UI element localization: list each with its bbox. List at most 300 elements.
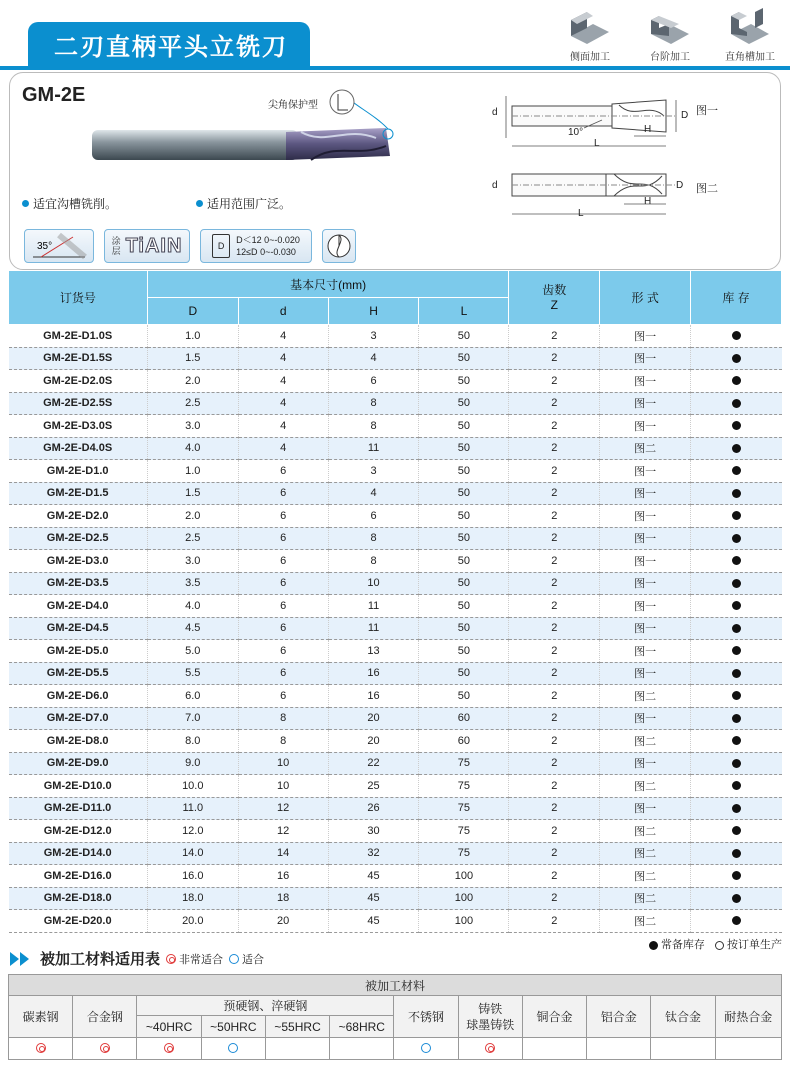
stock-cell <box>691 752 782 775</box>
table-row <box>9 325 782 348</box>
table-cell: 3.0 <box>147 415 238 438</box>
table-cell: 图一 <box>600 347 691 370</box>
tol-symbol: D <box>217 241 225 251</box>
table-cell: 12.0 <box>147 820 238 843</box>
table-cell: 75 <box>419 797 509 820</box>
table-cell: 50 <box>419 347 509 370</box>
table-row <box>9 820 782 843</box>
table-row <box>9 595 782 618</box>
table-cell: 100 <box>419 865 509 888</box>
table-cell: 20 <box>328 730 419 753</box>
flute-badge <box>322 229 356 263</box>
rating-cell <box>330 1038 394 1060</box>
hrc-55: ~55HRC <box>265 1016 329 1038</box>
stock-bullet-icon <box>732 781 741 790</box>
table-cell: 50 <box>419 595 509 618</box>
mat-copper: 铜合金 <box>522 996 586 1038</box>
slot-milling <box>722 6 778 63</box>
dim-L-2: L <box>578 208 584 219</box>
col-dims: 基本尺寸(mm) <box>147 271 509 298</box>
stock-cell <box>691 730 782 753</box>
stock-bullet-icon <box>732 376 741 385</box>
table-cell: 图一 <box>600 505 691 528</box>
table-cell: 50 <box>419 550 509 573</box>
stock-bullet-icon <box>732 759 741 768</box>
table-cell: 11 <box>328 595 419 618</box>
dim-L: L <box>594 138 600 149</box>
table-row <box>9 572 782 595</box>
table-cell: 16 <box>328 662 419 685</box>
table-cell: 8 <box>328 527 419 550</box>
table-cell: 20 <box>328 707 419 730</box>
table-cell: GM-2E-D1.0 <box>9 460 148 483</box>
table-row <box>9 415 782 438</box>
table-cell: 75 <box>419 752 509 775</box>
table-cell: 16 <box>238 865 328 888</box>
table-cell: 2 <box>509 572 600 595</box>
table-row <box>9 775 782 798</box>
col-code: 订货号 <box>9 271 148 325</box>
col-H: H <box>328 298 419 325</box>
very-text: 非常适合 <box>179 953 224 966</box>
drawing-figure-1 <box>484 90 744 160</box>
table-cell: 75 <box>419 842 509 865</box>
feature-2 <box>196 195 291 212</box>
z-label: Z <box>550 297 558 312</box>
stock-bullet-icon <box>732 804 741 813</box>
double-circle-icon <box>485 1043 495 1053</box>
table-cell: 1.5 <box>147 482 238 505</box>
feature-text: 适用范围广泛。 <box>207 197 292 211</box>
table-cell: 75 <box>419 820 509 843</box>
double-circle-icon <box>36 1043 46 1053</box>
fig1-label: 图一 <box>696 105 718 117</box>
circle-icon <box>421 1043 431 1053</box>
table-cell: 4 <box>238 347 328 370</box>
table-cell: 1.0 <box>147 460 238 483</box>
table-cell: 2.5 <box>147 527 238 550</box>
table-cell: 图一 <box>600 370 691 393</box>
stock-cell <box>691 505 782 528</box>
table-cell: 图二 <box>600 685 691 708</box>
table-cell: 2 <box>509 370 600 393</box>
table-cell: 50 <box>419 370 509 393</box>
table-cell: GM-2E-D3.0S <box>9 415 148 438</box>
bullet-dot <box>196 200 203 207</box>
double-circle-icon <box>166 954 176 964</box>
table-cell: 2 <box>509 685 600 708</box>
table-cell: 50 <box>419 460 509 483</box>
dim-d-2: d <box>492 180 498 191</box>
stock-cell <box>691 595 782 618</box>
table-cell: 9.0 <box>147 752 238 775</box>
mat-aluminum: 铝合金 <box>587 996 651 1038</box>
table-cell: 60 <box>419 730 509 753</box>
table-cell: GM-2E-D1.5S <box>9 347 148 370</box>
table-cell: 4.0 <box>147 595 238 618</box>
table-cell: 45 <box>328 865 419 888</box>
table-cell: 5.0 <box>147 640 238 663</box>
dim-H-2: H <box>644 196 652 207</box>
table-cell: 5.5 <box>147 662 238 685</box>
table-row <box>9 437 782 460</box>
table-cell: 6 <box>238 460 328 483</box>
table-cell: 2 <box>509 415 600 438</box>
table-cell: 图一 <box>600 797 691 820</box>
table-row <box>9 685 782 708</box>
table-cell: 2.0 <box>147 505 238 528</box>
mat-stainless: 不锈钢 <box>394 996 458 1038</box>
rating-cell <box>394 1038 458 1060</box>
table-cell: GM-2E-D5.5 <box>9 662 148 685</box>
step-milling <box>642 6 698 63</box>
stock-bullet-icon <box>732 331 741 340</box>
table-cell: GM-2E-D11.0 <box>9 797 148 820</box>
rating-cell <box>9 1038 73 1060</box>
fig2-label: 图二 <box>696 183 718 195</box>
stock-bullet-icon <box>732 691 741 700</box>
table-cell: 3 <box>328 325 419 348</box>
double-circle-icon <box>100 1043 110 1053</box>
mat-titanium: 钛合金 <box>651 996 715 1038</box>
stock-cell <box>691 617 782 640</box>
ok-text: 适合 <box>242 953 265 966</box>
table-cell: GM-2E-D7.0 <box>9 707 148 730</box>
table-cell: 2 <box>509 550 600 573</box>
table-row <box>9 662 782 685</box>
rating-cell <box>715 1038 781 1060</box>
helix-angle-badge <box>24 229 94 263</box>
stock-cell <box>691 437 782 460</box>
model-name: GM-2E <box>22 84 86 106</box>
table-cell: 8 <box>238 730 328 753</box>
table-cell: GM-2E-D5.0 <box>9 640 148 663</box>
angle-text: 35° <box>37 241 53 252</box>
table-cell: 图一 <box>600 617 691 640</box>
col-d: d <box>238 298 328 325</box>
table-cell: GM-2E-D2.0S <box>9 370 148 393</box>
table-cell: 4.0 <box>147 437 238 460</box>
table-cell: 32 <box>328 842 419 865</box>
materials-title: 被加工材料适用表 <box>40 951 161 968</box>
table-cell: 3.0 <box>147 550 238 573</box>
side-milling-icon <box>567 6 613 46</box>
stock-cell <box>691 842 782 865</box>
table-cell: 8 <box>328 550 419 573</box>
stock-legend <box>649 936 782 952</box>
tol-label: 12≤D <box>236 247 258 257</box>
table-cell: 2 <box>509 617 600 640</box>
table-cell: 100 <box>419 887 509 910</box>
stock-bullet-icon <box>732 826 741 835</box>
table-cell: 18.0 <box>147 887 238 910</box>
table-cell: 2 <box>509 910 600 933</box>
table-cell: 2 <box>509 752 600 775</box>
two-flute-icon <box>326 233 352 259</box>
table-cell: 50 <box>419 527 509 550</box>
mat-hardened: 预硬钢、淬硬钢 <box>137 996 394 1016</box>
table-cell: 50 <box>419 325 509 348</box>
stock-cell <box>691 460 782 483</box>
stock-cell <box>691 797 782 820</box>
stock-bullet-icon <box>732 601 741 610</box>
stock-cell <box>691 640 782 663</box>
table-cell: 14.0 <box>147 842 238 865</box>
op-label: 台阶加工 <box>650 52 690 63</box>
table-cell: 1.5 <box>147 347 238 370</box>
order-ring-icon <box>715 941 724 950</box>
table-cell: 6 <box>238 482 328 505</box>
table-row <box>9 505 782 528</box>
dim-H: H <box>644 124 652 135</box>
mat-heat-resist: 耐热合金 <box>715 996 781 1038</box>
stock-cell <box>691 325 782 348</box>
table-cell: 50 <box>419 437 509 460</box>
table-row <box>9 730 782 753</box>
table-cell: 8.0 <box>147 730 238 753</box>
stock-bullet-icon <box>732 511 741 520</box>
stock-bullet-icon <box>732 421 741 430</box>
table-cell: GM-2E-D4.0 <box>9 595 148 618</box>
stock-bullet-icon <box>732 354 741 363</box>
table-cell: 18 <box>238 887 328 910</box>
table-cell: 6 <box>238 572 328 595</box>
dim-d: d <box>492 107 498 118</box>
stock-bullet-icon <box>732 871 741 880</box>
table-row <box>9 797 782 820</box>
stock-cell <box>691 707 782 730</box>
stock-bullet-icon <box>732 534 741 543</box>
rating-cell <box>522 1038 586 1060</box>
table-cell: 50 <box>419 640 509 663</box>
bullet-dot <box>22 200 29 207</box>
table-cell: 2 <box>509 842 600 865</box>
table-cell: 4.5 <box>147 617 238 640</box>
table-cell: GM-2E-D12.0 <box>9 820 148 843</box>
rating-cell <box>201 1038 265 1060</box>
table-row <box>9 910 782 933</box>
feature-text: 适宜沟槽铣削。 <box>33 197 118 211</box>
table-row <box>9 865 782 888</box>
table-cell: 60 <box>419 707 509 730</box>
spec-table <box>8 270 782 933</box>
table-cell: 75 <box>419 775 509 798</box>
stock-bullet-icon <box>732 669 741 678</box>
table-cell: GM-2E-D16.0 <box>9 865 148 888</box>
table-cell: 4 <box>238 370 328 393</box>
table-cell: 2.0 <box>147 370 238 393</box>
table-cell: 图一 <box>600 550 691 573</box>
table-cell: GM-2E-D14.0 <box>9 842 148 865</box>
table-cell: 2 <box>509 325 600 348</box>
table-cell: 10 <box>328 572 419 595</box>
stock-cell <box>691 910 782 933</box>
table-cell: 13 <box>328 640 419 663</box>
double-circle-icon <box>164 1043 174 1053</box>
materials-table <box>8 974 782 1060</box>
table-cell: 2 <box>509 775 600 798</box>
stock-cell <box>691 392 782 415</box>
hrc-40: ~40HRC <box>137 1016 201 1038</box>
table-cell: 4 <box>238 415 328 438</box>
table-cell: 图二 <box>600 865 691 888</box>
side-milling <box>562 6 618 63</box>
table-cell: 图一 <box>600 752 691 775</box>
table-cell: 50 <box>419 617 509 640</box>
table-cell: 2.5 <box>147 392 238 415</box>
cast-iron-text: 铸铁 <box>478 1001 503 1016</box>
end-mill-image <box>86 86 406 176</box>
table-cell: GM-2E-D2.0 <box>9 505 148 528</box>
stock-bullet-icon <box>732 556 741 565</box>
table-cell: 6 <box>238 662 328 685</box>
col-L: L <box>419 298 509 325</box>
table-cell: 2 <box>509 797 600 820</box>
table-cell: 图一 <box>600 415 691 438</box>
table-cell: GM-2E-D2.5S <box>9 392 148 415</box>
table-cell: 2 <box>509 820 600 843</box>
mat-carbon: 碳素钢 <box>9 996 73 1038</box>
table-row <box>9 527 782 550</box>
stock-bullet-icon <box>732 624 741 633</box>
table-cell: 图二 <box>600 775 691 798</box>
stock-bullet-icon <box>732 579 741 588</box>
table-cell: 22 <box>328 752 419 775</box>
rating-cell <box>137 1038 201 1060</box>
teeth-label: 齿数 <box>542 282 567 297</box>
table-cell: 14 <box>238 842 328 865</box>
stock-bullet-icon <box>732 399 741 408</box>
table-row <box>9 752 782 775</box>
table-cell: 11.0 <box>147 797 238 820</box>
mat-cast-iron <box>458 996 522 1038</box>
table-cell: GM-2E-D6.0 <box>9 685 148 708</box>
stock-bullet-icon <box>732 444 741 453</box>
table-cell: 图一 <box>600 392 691 415</box>
table-cell: 11 <box>328 617 419 640</box>
coating-label: 涂层 <box>111 236 121 256</box>
table-cell: 8 <box>238 707 328 730</box>
table-cell: 图二 <box>600 910 691 933</box>
table-cell: 8 <box>328 415 419 438</box>
table-cell: 2 <box>509 730 600 753</box>
table-cell: 4 <box>238 392 328 415</box>
step-milling-icon <box>647 6 693 46</box>
table-cell: 4 <box>238 437 328 460</box>
op-label: 直角槽加工 <box>725 52 775 63</box>
hrc-50: ~50HRC <box>201 1016 265 1038</box>
table-cell: 图一 <box>600 640 691 663</box>
table-cell: 26 <box>328 797 419 820</box>
stock-cell <box>691 685 782 708</box>
stock-cell <box>691 482 782 505</box>
table-cell: 2 <box>509 640 600 663</box>
table-cell: 11 <box>328 437 419 460</box>
tol-value: 0~-0.020 <box>264 235 300 245</box>
circle-icon <box>229 954 239 964</box>
corner-protect-label: 尖角保护型 <box>268 100 318 111</box>
table-cell: GM-2E-D8.0 <box>9 730 148 753</box>
table-row <box>9 550 782 573</box>
table-cell: 图一 <box>600 572 691 595</box>
table-cell: 3.5 <box>147 572 238 595</box>
stock-cell <box>691 527 782 550</box>
stock-bullet-icon <box>732 714 741 723</box>
legend-stock: 常备库存 <box>660 939 705 951</box>
table-cell: 图一 <box>600 325 691 348</box>
spec-icons <box>24 229 356 263</box>
table-cell: 2 <box>509 437 600 460</box>
legend-order: 按订单生产 <box>727 939 782 951</box>
table-cell: 45 <box>328 910 419 933</box>
table-cell: 4 <box>238 325 328 348</box>
circle-icon <box>228 1043 238 1053</box>
table-cell: GM-2E-D20.0 <box>9 910 148 933</box>
table-cell: 50 <box>419 662 509 685</box>
table-cell: 2 <box>509 887 600 910</box>
stock-cell <box>691 820 782 843</box>
col-D: D <box>147 298 238 325</box>
table-cell: GM-2E-D3.0 <box>9 550 148 573</box>
table-cell: 25 <box>328 775 419 798</box>
table-cell: GM-2E-D4.0S <box>9 437 148 460</box>
table-cell: 2 <box>509 662 600 685</box>
stock-cell <box>691 662 782 685</box>
table-cell: 50 <box>419 482 509 505</box>
table-row <box>9 617 782 640</box>
table-cell: 50 <box>419 415 509 438</box>
table-row <box>9 842 782 865</box>
table-cell: GM-2E-D1.0S <box>9 325 148 348</box>
table-cell: 6 <box>238 640 328 663</box>
table-cell: 12 <box>238 797 328 820</box>
table-cell: 8 <box>328 392 419 415</box>
table-cell: 50 <box>419 685 509 708</box>
table-cell: 2 <box>509 347 600 370</box>
rating-cell <box>587 1038 651 1060</box>
ductile-iron-text: 球墨铸铁 <box>466 1017 515 1032</box>
col-stock: 库 存 <box>691 271 782 325</box>
stock-bullet-icon <box>732 489 741 498</box>
table-cell: 2 <box>509 707 600 730</box>
stock-cell <box>691 572 782 595</box>
slot-milling-icon <box>727 6 773 46</box>
table-cell: 4 <box>328 482 419 505</box>
table-cell: 20 <box>238 910 328 933</box>
op-label: 侧面加工 <box>570 52 610 63</box>
table-cell: 6 <box>328 505 419 528</box>
rating-cell <box>651 1038 715 1060</box>
table-cell: GM-2E-D2.5 <box>9 527 148 550</box>
table-cell: 2 <box>509 505 600 528</box>
col-teeth <box>509 271 600 325</box>
table-cell: 6 <box>238 595 328 618</box>
table-cell: 图一 <box>600 482 691 505</box>
stock-cell <box>691 415 782 438</box>
table-cell: GM-2E-D18.0 <box>9 887 148 910</box>
stock-bullet-icon <box>732 466 741 475</box>
table-cell: 6 <box>238 550 328 573</box>
very-suitable-key <box>166 951 223 967</box>
diameter-icon <box>212 234 230 258</box>
table-cell: 图二 <box>600 842 691 865</box>
table-row <box>9 640 782 663</box>
table-cell: 50 <box>419 392 509 415</box>
table-cell: 6 <box>328 370 419 393</box>
table-cell: 6 <box>238 527 328 550</box>
stock-bullet-icon <box>732 736 741 745</box>
table-row <box>9 460 782 483</box>
